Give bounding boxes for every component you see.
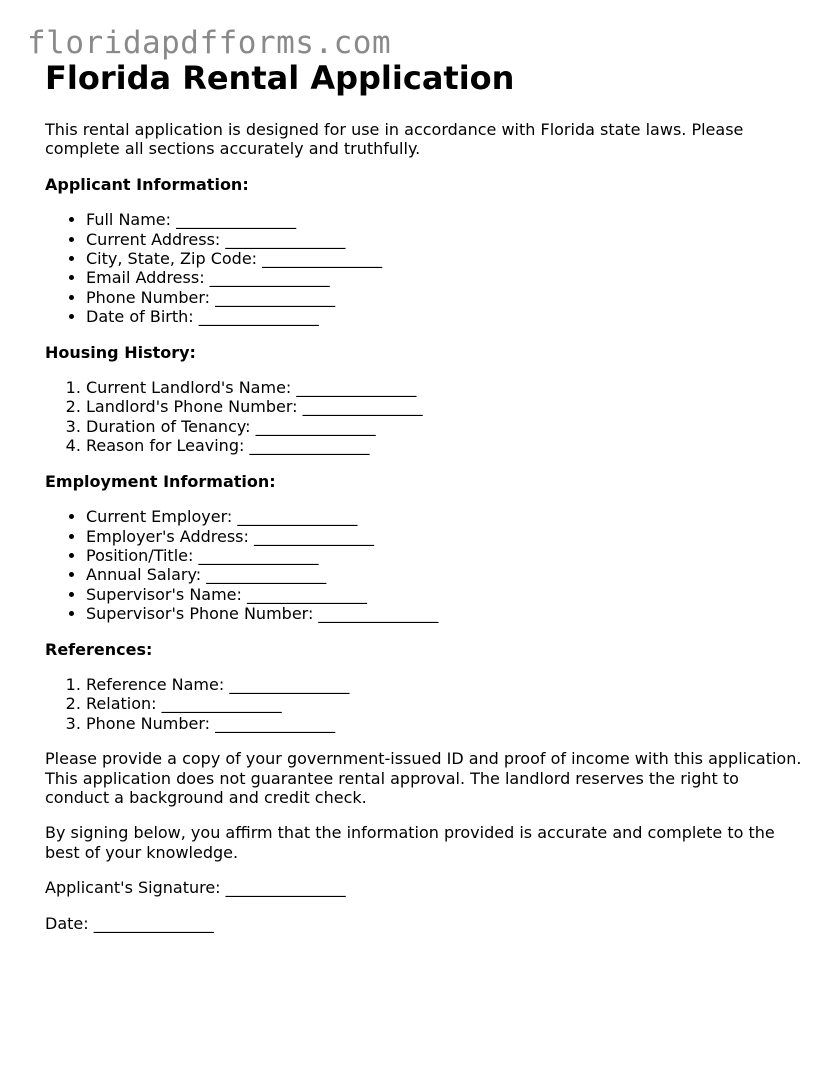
site-watermark: floridapdfforms.com (27, 25, 392, 61)
employment-section-heading: Employment Information: (45, 471, 276, 491)
list-item-email-address: • Email Address: _______________ (86, 268, 805, 287)
applicant-info-list (45, 210, 805, 326)
list-item-phone-number: • Phone Number: _______________ (86, 288, 805, 307)
list-item-tenancy-duration: 3. Duration of Tenancy: _______________ (86, 417, 805, 436)
list-item-landlord-name: 1. Current Landlord's Name: _______________ (86, 378, 805, 397)
affirmation-paragraph: By signing below, you affirm that the information provided is accurate and complete to the best of your knowledge. (45, 823, 775, 862)
documents-note-paragraph: Please provide a copy of your government-issued ID and proof of income with this application. This application does not guarantee rental approval. The landlord reserves the right to conduct a background and credit check. (45, 749, 802, 807)
employment-info-list (45, 507, 805, 623)
list-item-supervisor-name: • Supervisor's Name: _______________ (86, 585, 805, 604)
intro-paragraph: This rental application is designed for use in accordance with Florida state laws. Please complete all sections accurately and truthfully. (45, 120, 744, 159)
housing-section-heading: Housing History: (45, 342, 196, 362)
list-item-city-state-zip: • City, State, Zip Code: _______________ (86, 249, 805, 268)
rental-application-document (45, 58, 805, 949)
page-title: Florida Rental Application (45, 59, 515, 97)
applicant-section-heading: Applicant Information: (45, 174, 249, 194)
list-item-date-of-birth: • Date of Birth: _______________ (86, 307, 805, 326)
list-item-position-title: • Position/Title: _______________ (86, 546, 805, 565)
list-item-reason-for-leaving: 4. Reason for Leaving: _______________ (86, 436, 805, 455)
housing-history-list (45, 378, 805, 456)
list-item-reference-relation: 2. Relation: _______________ (86, 694, 805, 713)
list-item-current-employer: • Current Employer: _______________ (86, 507, 805, 526)
references-list (45, 675, 805, 733)
applicant-signature-line: Applicant's Signature: _______________ (45, 878, 346, 898)
list-item-landlord-phone: 2. Landlord's Phone Number: _______________ (86, 397, 805, 416)
references-section-heading: References: (45, 639, 153, 659)
date-line: Date: _______________ (45, 913, 214, 933)
list-item-supervisor-phone: • Supervisor's Phone Number: _______________ (86, 604, 805, 623)
list-item-employer-address: • Employer's Address: _______________ (86, 527, 805, 546)
list-item-reference-name: 1. Reference Name: _______________ (86, 675, 805, 694)
list-item-current-address: • Current Address: _______________ (86, 230, 805, 249)
list-item-full-name: • Full Name: _______________ (86, 210, 805, 229)
list-item-reference-phone: 3. Phone Number: _______________ (86, 714, 805, 733)
list-item-annual-salary: • Annual Salary: _______________ (86, 565, 805, 584)
